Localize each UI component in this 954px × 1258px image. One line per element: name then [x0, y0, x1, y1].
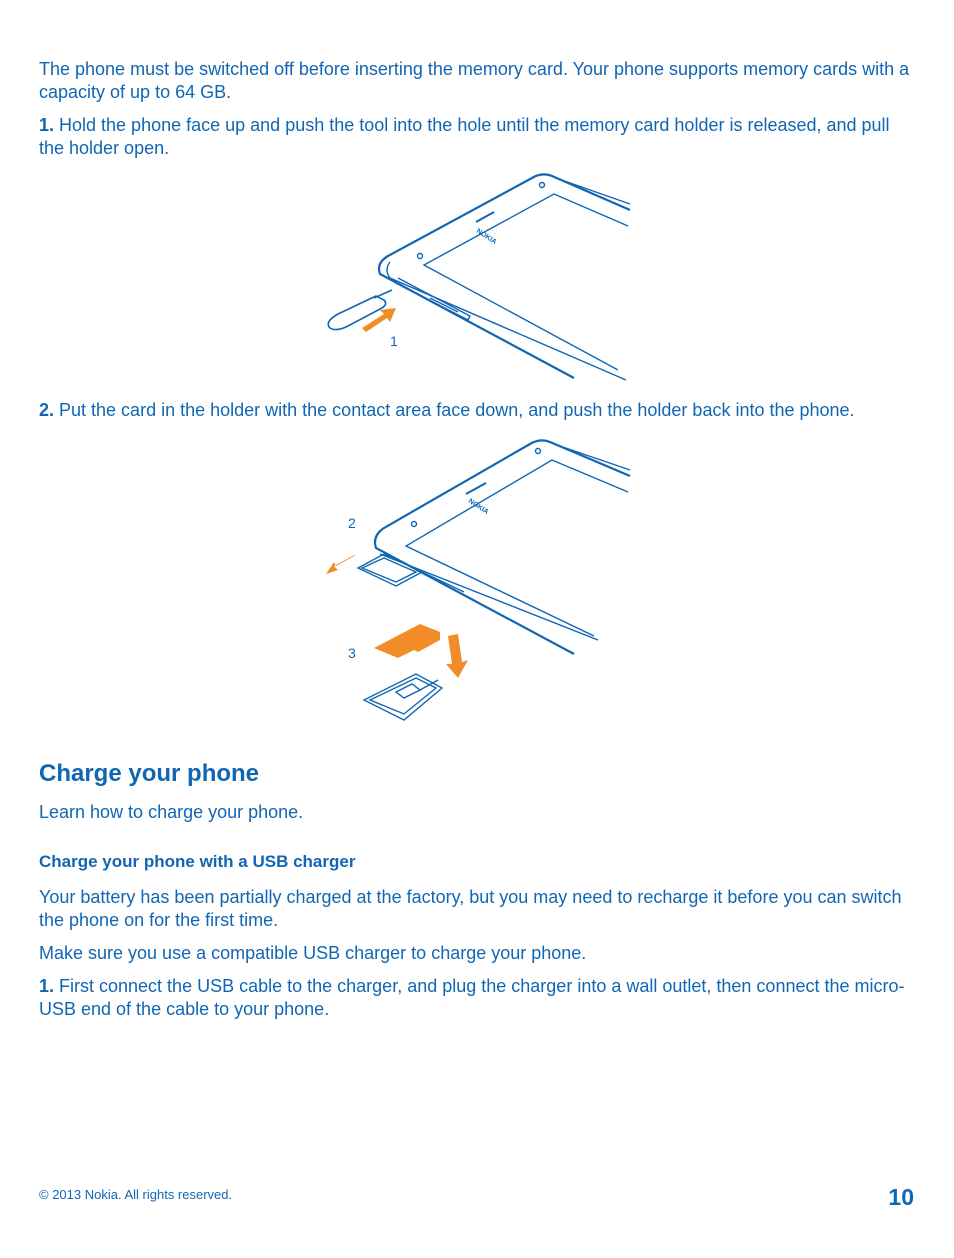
- phone-outline: [375, 440, 630, 654]
- brand-logo: NOKIA: [474, 227, 498, 246]
- insert-tool-illustration: [318, 170, 638, 385]
- step-number: 1.: [39, 976, 55, 996]
- section-title: Charge your phone: [39, 760, 260, 787]
- section-intro: Learn how to charge your phone.: [39, 802, 304, 822]
- subsection-title: Charge your phone with a USB charger: [39, 852, 356, 871]
- charger-paragraph: Make sure you use a compatible USB charger to charge your phone.: [39, 943, 587, 963]
- pull-arrow-icon: [326, 554, 356, 574]
- figure-label-3: 3: [348, 645, 356, 661]
- step-number: 1.: [39, 115, 55, 135]
- page-number: 10: [888, 1184, 914, 1210]
- step-1-paragraph: [39, 114, 919, 160]
- push-arrow-icon: [362, 308, 396, 332]
- phone-outline: [379, 174, 630, 378]
- figure-label-2: 2: [348, 515, 356, 531]
- insert-arrow-icon: [446, 634, 468, 678]
- step-number: 2.: [39, 400, 55, 420]
- figure-label-1: 1: [390, 333, 398, 349]
- charge-step-1-paragraph: [39, 975, 919, 1021]
- memory-card-icon: [374, 624, 440, 658]
- card-holder-illustration: [318, 436, 638, 728]
- intro-paragraph: The phone must be switched off before inserting the memory card. Your phone supports memory cards with a capacity of up to 64 GB.: [39, 59, 910, 102]
- copyright: © 2013 Nokia. All rights reserved.: [39, 1187, 233, 1202]
- step-2-paragraph: [39, 399, 919, 422]
- step-text: Put the card in the holder with the contact area face down, and push the holder back into the phone.: [54, 400, 855, 420]
- battery-paragraph: Your battery has been partially charged at the factory, but you may need to recharge it before you can switch the phone on for the first time.: [39, 887, 902, 930]
- step-text: First connect the USB cable to the charger, and plug the charger into a wall outlet, then connect the micro-USB end of the cable to your phone.: [39, 976, 905, 1019]
- brand-logo: NOKIA: [466, 497, 490, 516]
- step-text: Hold the phone face up and push the tool into the hole until the memory card holder is released, and pull the holder open.: [39, 115, 890, 158]
